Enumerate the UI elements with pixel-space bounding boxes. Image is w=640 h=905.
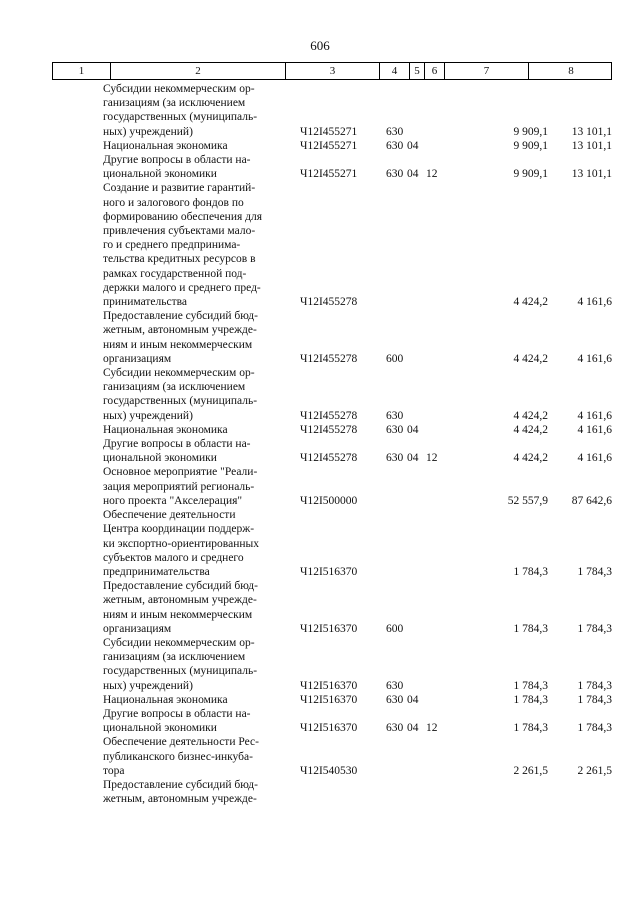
- table-row: [0, 778, 640, 806]
- page-number: 606: [310, 38, 330, 53]
- row-name-line: Национальная экономика: [103, 693, 228, 706]
- header-col-2: 2: [111, 63, 286, 79]
- row-name: [103, 139, 281, 153]
- target-article-code: Ч12I455271: [300, 139, 358, 152]
- row-name: [103, 181, 281, 309]
- row-name-line: Субсидии некоммерческим ор-: [103, 367, 255, 380]
- row-name-line: ного проекта "Акселерация": [103, 494, 243, 507]
- table-row: [0, 579, 640, 636]
- amount-col-7: 2 261,5: [513, 764, 548, 777]
- table-row: [0, 735, 640, 778]
- row-name-line: Предоставление субсидий бюд-: [103, 778, 258, 791]
- amount-col-8: 13 101,1: [571, 139, 612, 152]
- target-article-code: Ч12I455271: [300, 125, 358, 138]
- amount-col-7: 1 784,3: [513, 565, 548, 578]
- row-name-line: ки экспортно-ориентированных: [103, 537, 259, 550]
- amount-col-8: 4 161,6: [577, 296, 612, 309]
- amount-col-7: 9 909,1: [513, 139, 548, 152]
- amount-col-7: 4 424,2: [513, 452, 548, 465]
- row-name: [103, 707, 281, 735]
- row-name: [103, 735, 281, 778]
- target-article-code: Ч12I455278: [300, 423, 358, 436]
- amount-col-7: 9 909,1: [513, 168, 548, 181]
- row-name-line: Национальная экономика: [103, 423, 228, 436]
- row-name-line: ных) учреждений): [103, 679, 193, 692]
- table-row: [0, 508, 640, 579]
- expense-type-code: 630: [386, 168, 404, 181]
- row-name-line: ных) учреждений): [103, 409, 193, 422]
- table-row: [0, 636, 640, 693]
- section-code: 04: [407, 423, 419, 436]
- budget-table-body: [0, 82, 640, 806]
- amount-col-7: 52 557,9: [507, 494, 548, 507]
- row-name-line: Другие вопросы в области на-: [103, 707, 251, 720]
- amount-col-7: 4 424,2: [513, 352, 548, 365]
- row-name-line: организациям: [103, 622, 172, 635]
- row-name-line: Субсидии некоммерческим ор-: [103, 83, 255, 95]
- row-name-line: субъектов малого и среднего: [103, 551, 244, 564]
- expense-type-code: 600: [386, 622, 404, 635]
- subsection-code: 12: [426, 722, 438, 735]
- target-article-code: Ч12I455278: [300, 452, 358, 465]
- amount-col-8: 1 784,3: [577, 679, 612, 692]
- row-name-line: ных) учреждений): [103, 125, 193, 138]
- amount-col-8: 4 161,6: [577, 452, 612, 465]
- row-name-line: го и среднего предпринима-: [103, 239, 241, 252]
- row-name-line: организациям: [103, 352, 172, 365]
- amount-col-7: 1 784,3: [513, 679, 548, 692]
- expense-type-code: 600: [386, 352, 404, 365]
- expense-type-code: 630: [386, 125, 404, 138]
- row-name: [103, 153, 281, 181]
- row-name-line: тельства кредитных ресурсов в: [103, 253, 256, 266]
- row-name: [103, 82, 281, 139]
- amount-col-7: 4 424,2: [513, 296, 548, 309]
- section-code: 04: [407, 722, 419, 735]
- row-name-line: рамках государственной под-: [103, 267, 247, 280]
- target-article-code: Ч12I455278: [300, 296, 358, 309]
- row-name-line: Основное мероприятие "Реали-: [103, 466, 258, 479]
- expense-type-code: 630: [386, 423, 404, 436]
- row-name: [103, 508, 281, 579]
- amount-col-8: 1 784,3: [577, 722, 612, 735]
- row-name: [103, 778, 281, 806]
- section-code: 04: [407, 452, 419, 465]
- row-name-line: ниям и иным некоммерческим: [103, 608, 253, 621]
- table-row: [0, 465, 640, 508]
- amount-col-8: 13 101,1: [571, 168, 612, 181]
- row-name-line: Предоставление субсидий бюд-: [103, 580, 258, 593]
- row-name-line: государственных (муниципаль-: [103, 111, 258, 124]
- section-code: 04: [407, 168, 419, 181]
- table-row: [0, 366, 640, 423]
- subsection-code: 12: [426, 168, 438, 181]
- header-col-1: 1: [53, 63, 111, 79]
- expense-type-code: 630: [386, 139, 404, 152]
- target-article-code: Ч12I455271: [300, 168, 358, 181]
- row-name-line: принимательства: [103, 296, 187, 309]
- row-name-line: ганизациям (за исключением: [103, 381, 246, 394]
- target-article-code: Ч12I455278: [300, 409, 358, 422]
- header-col-4: 4: [380, 63, 410, 79]
- row-name: [103, 437, 281, 465]
- expense-type-code: 630: [386, 679, 404, 692]
- header-col-8: 8: [568, 65, 574, 77]
- target-article-code: Ч12I516370: [300, 679, 358, 692]
- table-row: [0, 707, 640, 735]
- row-name-line: ного и залогового фондов по: [103, 196, 244, 209]
- row-name-line: жетным, автономным учрежде-: [103, 594, 257, 607]
- row-name-line: ганизациям (за исключением: [103, 651, 246, 664]
- amount-col-8: 13 101,1: [571, 125, 612, 138]
- row-name-line: циональной экономики: [103, 452, 217, 465]
- amount-col-8: 4 161,6: [577, 423, 612, 436]
- row-name-line: Национальная экономика: [103, 139, 228, 152]
- row-name-line: Обеспечение деятельности: [103, 509, 236, 522]
- amount-col-8: 1 784,3: [577, 622, 612, 635]
- row-name-line: публиканского бизнес-инкуба-: [103, 750, 253, 763]
- row-name-line: привлечения субъектами мало-: [103, 225, 256, 238]
- amount-col-7: 1 784,3: [513, 622, 548, 635]
- row-name: [103, 693, 281, 707]
- subsection-code: 12: [426, 452, 438, 465]
- row-name-line: Другие вопросы в области на-: [103, 438, 251, 451]
- amount-col-8: 4 161,6: [577, 352, 612, 365]
- row-name-line: Центра координации поддерж-: [103, 523, 255, 536]
- row-name-line: Создание и развитие гарантий-: [103, 182, 256, 195]
- row-name-line: Обеспечение деятельности Рес-: [103, 736, 259, 749]
- row-name-line: тора: [103, 764, 125, 777]
- row-name: [103, 423, 281, 437]
- amount-col-7: 4 424,2: [513, 423, 548, 436]
- target-article-code: Ч12I455278: [300, 352, 358, 365]
- row-name-line: государственных (муниципаль-: [103, 665, 258, 678]
- row-name-line: держки малого и среднего пред-: [103, 281, 261, 294]
- target-article-code: Ч12I516370: [300, 693, 358, 706]
- table-row: [0, 437, 640, 465]
- row-name: [103, 465, 281, 508]
- table-row: [0, 309, 640, 366]
- amount-col-8: 1 784,3: [577, 565, 612, 578]
- amount-col-8: 87 642,6: [571, 494, 612, 507]
- target-article-code: Ч12I516370: [300, 622, 358, 635]
- header-col-5: 5: [410, 63, 425, 79]
- row-name-line: циональной экономики: [103, 168, 217, 181]
- table-header: [52, 62, 612, 80]
- row-name-line: Субсидии некоммерческим ор-: [103, 636, 255, 649]
- target-article-code: Ч12I540530: [300, 764, 358, 777]
- expense-type-code: 630: [386, 722, 404, 735]
- header-col-7: 7: [445, 63, 529, 79]
- row-name-line: ганизациям (за исключением: [103, 97, 246, 110]
- amount-col-7: 1 784,3: [513, 722, 548, 735]
- table-row: [0, 82, 640, 139]
- table-row: [0, 693, 640, 707]
- amount-col-7: 9 909,1: [513, 125, 548, 138]
- table-row: [0, 153, 640, 181]
- row-name-line: предпринимательства: [103, 565, 210, 578]
- row-name: [103, 309, 281, 366]
- header-col-3: 3: [286, 63, 380, 79]
- expense-type-code: 630: [386, 693, 404, 706]
- expense-type-code: 630: [386, 452, 404, 465]
- section-code: 04: [407, 139, 419, 152]
- table-row: [0, 139, 640, 153]
- table-row: [0, 423, 640, 437]
- target-article-code: Ч12I516370: [300, 565, 358, 578]
- amount-col-7: 4 424,2: [513, 409, 548, 422]
- row-name-line: зация мероприятий региональ-: [103, 480, 255, 493]
- row-name-line: государственных (муниципаль-: [103, 395, 258, 408]
- row-name-line: жетным, автономным учрежде-: [103, 793, 257, 806]
- section-code: 04: [407, 693, 419, 706]
- row-name: [103, 579, 281, 636]
- table-row: [0, 181, 640, 309]
- row-name-line: Предоставление субсидий бюд-: [103, 310, 258, 323]
- header-col-6: 6: [425, 63, 445, 79]
- row-name: [103, 366, 281, 423]
- amount-col-8: 1 784,3: [577, 693, 612, 706]
- row-name-line: ниям и иным некоммерческим: [103, 338, 253, 351]
- target-article-code: Ч12I500000: [300, 494, 358, 507]
- amount-col-8: 2 261,5: [577, 764, 612, 777]
- row-name-line: циональной экономики: [103, 722, 217, 735]
- row-name: [103, 636, 281, 693]
- row-name-line: формированию обеспечения для: [103, 210, 263, 223]
- amount-col-7: 1 784,3: [513, 693, 548, 706]
- row-name-line: Другие вопросы в области на-: [103, 154, 251, 167]
- expense-type-code: 630: [386, 409, 404, 422]
- target-article-code: Ч12I516370: [300, 722, 358, 735]
- amount-col-8: 4 161,6: [577, 409, 612, 422]
- row-name-line: жетным, автономным учрежде-: [103, 324, 257, 337]
